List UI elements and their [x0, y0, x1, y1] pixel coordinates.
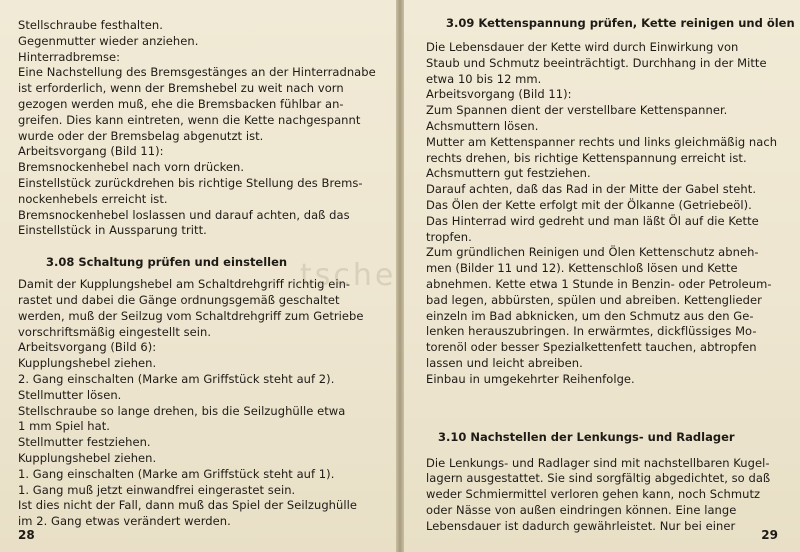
text-line: Arbeitsvorgang (Bild 11): [426, 87, 572, 102]
text-line: vorschriftsmäßig eingestellt sein. [18, 324, 212, 339]
text-line: Bremsnockenhebel loslassen und darauf achten, daß das [18, 207, 350, 222]
text-line: Stellmutter festziehen. [18, 435, 151, 450]
text-line: Zum gründlichen Reinigen und Ölen Kettenschutz abneh- [426, 245, 759, 260]
left-text-block-bottom [18, 277, 384, 530]
text-line: oder Nässe von außen eindringen können. Eine lange [426, 502, 737, 517]
text-line: Darauf achten, daß das Rad in der Mitte der Gabel steht. [426, 182, 757, 197]
text-line: Hinterradbremse: [18, 49, 121, 64]
text-line: Kupplungshebel ziehen. [18, 356, 157, 371]
text-line: abnehmen. Kette etwa 1 Stunde in Benzin- oder Petroleum- [426, 276, 772, 291]
text-line: Bremsnockenhebel nach vorn drücken. [18, 160, 245, 175]
text-line: tropfen. [426, 229, 472, 244]
text-line: Ist dies nicht der Fall, dann muß das Spiel der Seilzughülle [18, 498, 357, 513]
text-line: Stellschraube festhalten. [18, 18, 163, 32]
text-line: Das Ölen der Kette erfolgt mit der Ölkanne (Getriebeöl). [426, 197, 752, 212]
text-line: Staub und Schmutz beeinträchtigt. Durchhang in der Mitte [426, 55, 767, 70]
text-line: gezogen werden muß, ehe die Bremsbacken fühlbar an- [18, 96, 344, 111]
section-heading-3-10: 3.10 Nachstellen der Lenkungs- und Radlager [438, 429, 735, 444]
text-line: lagern ausgestattet. Sie sind sorgfältig abgedichtet, so daß [426, 471, 771, 486]
text-line: Achsmuttern gut festziehen. [426, 166, 591, 181]
section-heading-3-09: 3.09 Kettenspannung prüfen, Kette reinigen und ölen [446, 16, 795, 30]
text-line: Einbau in umgekehrter Reihenfolge. [426, 371, 635, 386]
text-line: 2. Gang einschalten (Marke am Griffstück steht auf 2). [18, 371, 335, 386]
text-line: nockenhebels erreicht ist. [18, 191, 168, 206]
text-line: etwa 10 bis 12 mm. [426, 71, 542, 86]
section-heading-3-08: 3.08 Schaltung prüfen und einstellen [46, 255, 288, 270]
text-line: 1. Gang muß jetzt einwandfrei eingerastet sein. [18, 482, 296, 497]
text-line: Die Lebensdauer der Kette wird durch Einwirkung von [426, 40, 739, 54]
text-line: Die Lenkungs- und Radlager sind mit nachstellbaren Kugel- [426, 455, 770, 470]
text-line: wurde oder der Bremsbelag abgenutzt ist. [18, 128, 264, 143]
left-text-block-top [18, 18, 384, 239]
right-page [404, 0, 800, 552]
text-line: 1 mm Spiel hat. [18, 419, 111, 434]
text-line: Arbeitsvorgang (Bild 6): [18, 340, 157, 355]
page-number-left: 28 [18, 528, 35, 542]
text-line: Kupplungshebel ziehen. [18, 450, 157, 465]
text-line: ist erforderlich, wenn der Bremshebel zu weit nach vorn [18, 81, 344, 96]
text-line: Eine Nachstellung des Bremsgestänges an der Hinterradnabe [18, 65, 376, 80]
text-line: lassen und leicht abreiben. [426, 355, 583, 370]
text-line: werden, muß der Seilzug vom Schaltdrehgriff zum Getriebe [18, 308, 364, 323]
book-gutter [396, 0, 404, 552]
text-line: Einstellstück zurückdrehen bis richtige Stellung des Brems- [18, 175, 363, 190]
text-line: bad legen, abbürsten, spülen und abreiben. Kettenglieder [426, 292, 762, 307]
text-line: Stellmutter lösen. [18, 387, 122, 402]
text-line: Mutter am Kettenspanner rechts und links gleichmäßig nach [426, 134, 778, 149]
text-line: men (Bilder 11 und 12). Kettenschloß lösen und Kette [426, 261, 738, 276]
text-line: im 2. Gang etwas verändert werden. [18, 514, 231, 529]
text-line: Gegenmutter wieder anziehen. [18, 33, 199, 48]
right-text-block-bottom [426, 456, 786, 535]
text-line: greifen. Dies kann eintreten, wenn die Kette nachgespannt [18, 112, 361, 127]
text-line: torenöl oder besser Spezialkettenfett tauchen, abtropfen [426, 340, 757, 355]
page-number-right: 29 [761, 528, 778, 542]
text-line: Das Hinterrad wird gedreht und man läßt Öl auf die Kette [426, 213, 759, 228]
text-line: lenken herauszubringen. In erwärmtes, dickflüssiges Mo- [426, 324, 757, 339]
text-line: Arbeitsvorgang (Bild 11): [18, 144, 164, 159]
text-line: Zum Spannen dient der verstellbare Kettenspanner. [426, 103, 728, 118]
right-text-block-top [426, 40, 786, 388]
text-line: 1. Gang einschalten (Marke am Griffstück steht auf 1). [18, 466, 335, 481]
text-line: Stellschraube so lange drehen, bis die Seilzughülle etwa [18, 403, 346, 418]
text-line: Lebensdauer ist dadurch gewährleistet. Nur bei einer [426, 518, 736, 533]
text-line: rechts drehen, bis richtige Kettenspannung erreicht ist. [426, 150, 747, 165]
left-page [0, 0, 396, 552]
text-line: Damit der Kupplungshebel am Schaltdrehgriff richtig ein- [18, 277, 351, 292]
text-line: Achsmuttern lösen. [426, 118, 539, 133]
text-line: rastet und dabei die Gänge ordnungsgemäß geschaltet [18, 292, 340, 307]
text-line: weder Schmiermittel verloren gehen kann, noch Schmutz [426, 487, 761, 502]
text-line: Einstellstück in Aussparung tritt. [18, 223, 207, 238]
text-line: einzeln im Bad abknicken, um den Schmutz aus den Ge- [426, 308, 754, 323]
